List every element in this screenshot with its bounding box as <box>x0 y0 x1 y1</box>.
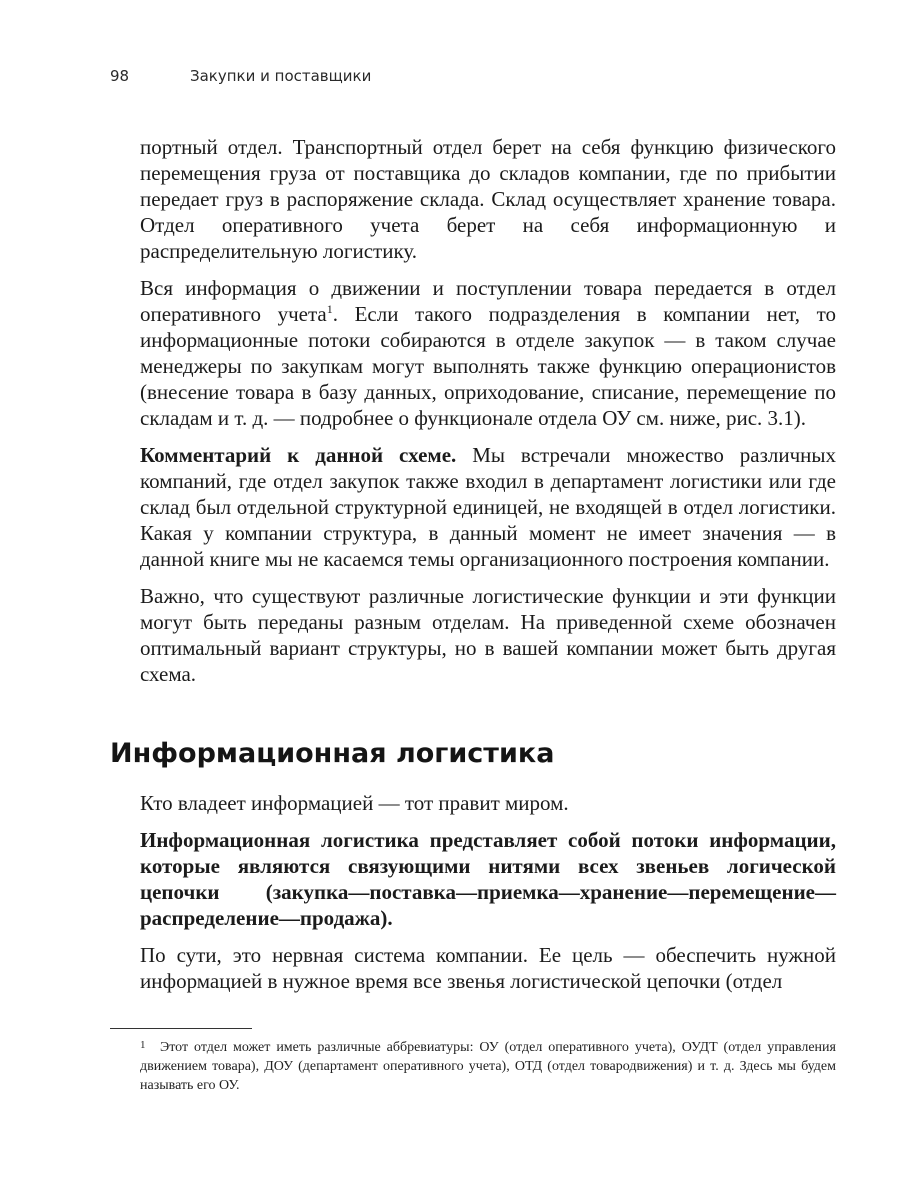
body-text-section-1 <box>140 134 836 698</box>
paragraph-text: . Если такого подразделения в компании нет, то информационные потоки собираются в отделе закупок — в таком случае менеджеры по закупкам могут выполнять также функцию операционистов (внесение товара в базу данных, оприходование, списание, перемещение по складам и т. д. — подробнее о функционале отдела ОУ см. ниже, рис. 3.1). <box>140 302 836 430</box>
paragraph-text: Мы встречали множество различных компаний, где отдел закупок также входил в департамент логистики или где склад был отдельной структурной единицей, не входящей в отдел логистики. Какая у компании структура, в данный момент не имеет значения — в данной книге мы не касаемся темы организационного построения компании. <box>140 443 836 571</box>
paragraph <box>140 275 836 431</box>
footnote <box>140 1036 836 1095</box>
footnote-text: Этот отдел может иметь различные аббревиатуры: ОУ (отдел оперативного учета), ОУДТ (отдел управления движением товара), ДОУ (департамент оперативного учета), ОТД (отдел товародвижения) и т. д. Здесь мы будем называть его ОУ. <box>140 1040 836 1093</box>
paragraph <box>140 442 836 572</box>
page-number: 98 <box>110 67 130 85</box>
running-title: Закупки и поставщики <box>190 67 372 85</box>
footnote-divider <box>110 1028 252 1029</box>
section-heading: Информационная логистика <box>110 738 555 769</box>
footnote-mark: 1 <box>140 1039 146 1051</box>
footnote-reference: 1 <box>326 302 333 316</box>
running-header <box>110 67 371 85</box>
body-text-section-2 <box>140 790 836 1005</box>
paragraph-text: Вся информация о движении и поступлении товара передается в отдел оперативного учета <box>140 276 836 326</box>
epigraph: Кто владеет информацией — тот правит миром. <box>140 791 569 815</box>
paragraph: Важно, что существуют различные логистические функции и эти функции могут быть переданы разным отделам. На приведенной схеме обозначен оптимальный вариант структуры, но в вашей компании может быть другая схема. <box>140 584 836 686</box>
definition-paragraph: Информационная логистика представляет собой потоки информации, которые являются связующими нитями всех звеньев логической цепочки (закупка—поставка—приемка—хранение—перемещение—распределение—продажа). <box>140 828 836 930</box>
paragraph: По сути, это нервная система компании. Ее цель — обеспечить нужной информацией в нужное время все звенья логистической цепочки (отдел <box>140 943 836 993</box>
paragraph: портный отдел. Транспортный отдел берет на себя функцию физического перемещения груза от поставщика до складов компании, где по прибытии передает груз в распоряжение склада. Склад осуществляет хранение товара. Отдел оперативного учета берет на себя информационную и распределительную логистику. <box>140 135 836 263</box>
comment-lead: Комментарий к данной схеме. <box>140 443 457 467</box>
